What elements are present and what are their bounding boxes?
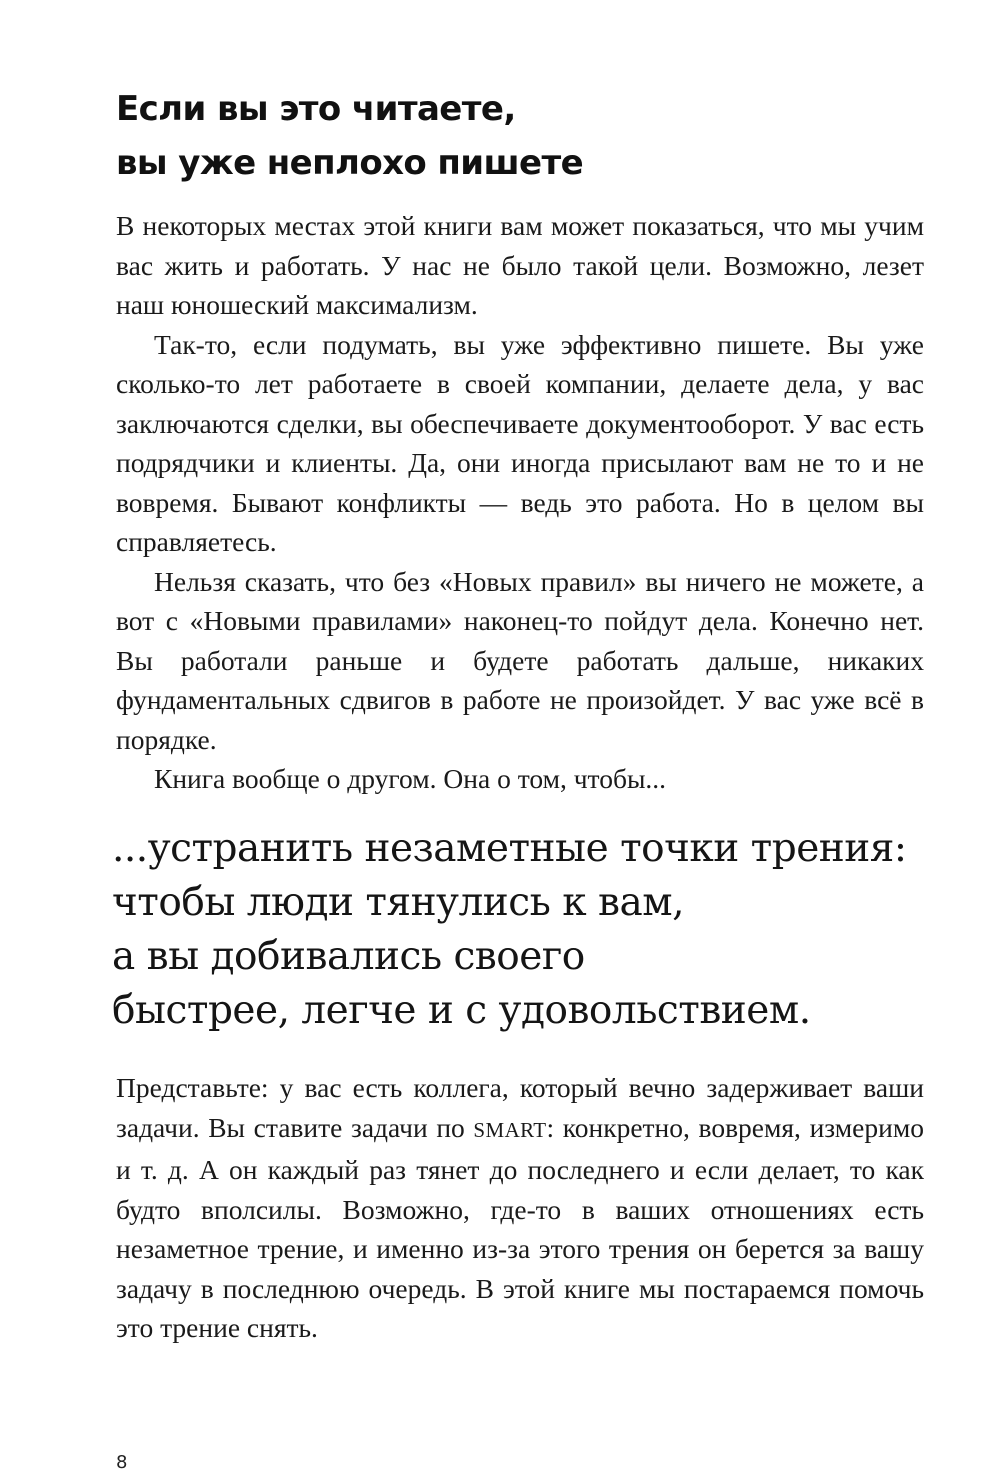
heading-line-1: Если вы это читаете, (116, 89, 516, 129)
pull-quote (112, 822, 952, 1038)
intro-paragraph-2: Так-то, если подумать, вы уже эффективно пишете. Вы уже сколько-то лет работаете в своей компании, делаете дела, у вас заключаются сделки, вы обеспечиваете документооборот. У вас есть подрядчики и клиенты. Да, они иногда присылают вам не то и не вовремя. Бывают конфликты — ведь это работа. Но в целом вы справляетесь. (116, 328, 924, 557)
pullquote-line-3: а вы добивались своего (112, 934, 585, 979)
pullquote-line-4: быстрее, легче и с удовольствием. (112, 988, 811, 1033)
intro-paragraph-3: Нельзя сказать, что без «Новых правил» вы ничего не можете, а вот с «Новыми правилами» наконец-то пойдут дела. Конечно нет. Вы работали раньше и будете работать дальше, никаких фундаментальных сдвигов в работе не произойдет. У вас уже всё в порядке. (116, 565, 924, 755)
pullquote-line-1: ...устранить незаметные точки трения: (112, 826, 907, 871)
page-number: 8 (116, 1452, 128, 1473)
closing-text-part-2: : конкретно, вовремя, измеримо и т. д. А он каждый раз тянет до последнего и если делает, то как будто вполсилы. Возможно, где-то в ваших отношениях есть незаметное трение, и именно из-за этого трения он берется за вашу задачу в последнюю очередь. В этой книге мы постараемся помочь это трение снять. (116, 1111, 924, 1343)
heading-line-2: вы уже неплохо пишете (116, 143, 584, 183)
intro-paragraph-4: Книга вообще о другом. Она о том, чтобы... (154, 763, 667, 794)
pullquote-line-2: чтобы люди тянулись к вам, (112, 880, 684, 925)
smart-acronym: SMART (473, 1117, 547, 1142)
closing-text-part-1: Представьте: у вас есть коллега, который вечно задерживает ваши задачи. Вы ставите задачи по (116, 1072, 924, 1143)
chapter-heading (116, 82, 936, 190)
closing-paragraph (116, 1068, 924, 1348)
intro-text (116, 206, 924, 799)
intro-paragraph-1: В некоторых местах этой книги вам может показаться, что мы учим вас жить и работать. У нас не было такой цели. Возможно, лезет наш юношеский максимализм. (116, 210, 924, 320)
